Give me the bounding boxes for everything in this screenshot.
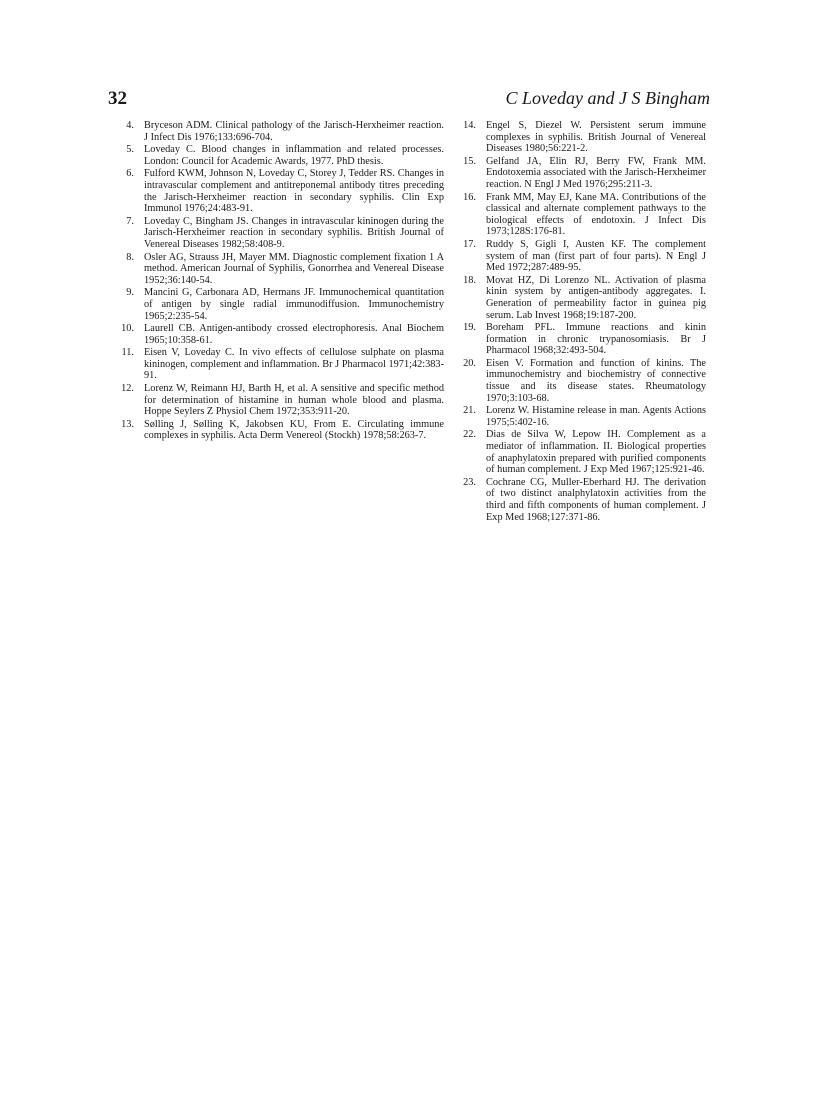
- page-number: 32: [108, 88, 127, 109]
- reference-item: [454, 358, 706, 404]
- reference-number: 15.: [463, 155, 476, 167]
- running-header: [108, 88, 708, 112]
- reference-text: Eisen V. Formation and function of kinins. The immunochemistry and biochemistry of connective tissue and its disease states. Rheumatology 1970;3:103-68.: [486, 357, 706, 404]
- reference-number: 5.: [126, 144, 134, 156]
- reference-text: Dias de Silva W, Lepow IH. Complement as a mediator of inflammation. II. Biological properties of anaphylatoxin prepared with purified components of human complement. J Exp Med 1967;125:921-46.: [486, 429, 706, 476]
- reference-item: [454, 239, 706, 274]
- reference-text: Movat HZ, Di Lorenzo NL. Activation of plasma kinin system by antigen-antibody aggregates. I. Generation of permeability factor in guinea pig serum. Lab Invest 1968;19:187-200.: [486, 274, 706, 321]
- reference-number: 19.: [463, 322, 476, 334]
- reference-text: Sølling J, Sølling K, Jakobsen KU, From E. Circulating immune complexes in syphilis. Acta Derm Venereol (Stockh) 1978;58:263-7.: [144, 418, 444, 442]
- reference-item: [454, 156, 706, 191]
- reference-text: Osler AG, Strauss JH, Mayer MM. Diagnostic complement fixation 1 A method. American Journal of Syphilis, Gonorrhea and Venereal Disease 1952;36:140-54.: [144, 251, 444, 286]
- reference-number: 8.: [126, 251, 134, 263]
- reference-text: Frank MM, May EJ, Kane MA. Contributions of the classical and alternate complement pathways to the biological effects of endotoxin. J Infect Dis 1973;128S:176-81.: [486, 191, 706, 238]
- reference-number: 12.: [121, 383, 134, 395]
- reference-text: Boreham PFL. Immune reactions and kinin formation in chronic trypanosomiasis. Br J Pharmacol 1968;32:493-504.: [486, 322, 706, 357]
- reference-text: Eisen V, Loveday C. In vivo effects of cellulose sulphate on plasma kininogen, complement and inflammation. Br J Pharmacol 1971;42:383-91.: [144, 347, 444, 382]
- references-left-column: [112, 120, 444, 443]
- reference-item: [112, 252, 444, 287]
- reference-text: Bryceson ADM. Clinical pathology of the Jarisch-Herxheimer reaction. J Infect Dis 1976;133:696-704.: [144, 120, 444, 143]
- reference-number: 22.: [463, 429, 476, 441]
- reference-number: 4.: [126, 120, 134, 131]
- reference-item: [454, 477, 706, 523]
- reference-number: 11.: [121, 347, 134, 359]
- reference-item: [112, 323, 444, 346]
- reference-number: 14.: [463, 120, 476, 131]
- reference-item: [454, 429, 706, 475]
- reference-text: Ruddy S, Gigli I, Austen KF. The complement system of man (first part of four parts). N Engl J Med 1972;287:489-95.: [486, 238, 706, 274]
- reference-number: 23.: [463, 476, 476, 488]
- reference-item: [112, 216, 444, 251]
- reference-number: 16.: [463, 191, 476, 203]
- reference-item: [112, 419, 444, 442]
- reference-number: 6.: [126, 168, 134, 180]
- reference-text: Cochrane CG, Muller-Eberhard HJ. The derivation of two distinct analphylatoxin activities from the third and fifth components of human complement. J Exp Med 1968;127:371-86.: [486, 476, 706, 523]
- reference-text: Laurell CB. Antigen-antibody crossed electrophoresis. Anal Biochem 1965;10:358-61.: [144, 323, 444, 346]
- reference-number: 18.: [463, 274, 476, 286]
- reference-text: Loveday C, Bingham JS. Changes in intravascular kininogen during the Jarisch-Herxheimer reaction in secondary syphilis. British Journal of Venereal Diseases 1982;58:408-9.: [144, 215, 444, 250]
- reference-number: 20.: [463, 357, 476, 369]
- reference-item: [454, 192, 706, 238]
- reference-item: [112, 144, 444, 167]
- reference-item: [112, 120, 444, 143]
- reference-text: Lorenz W, Reimann HJ, Barth H, et al. A sensitive and specific method for determination of histamine in human whole blood and plasma. Hoppe Seylers Z Physiol Chem 1972;353:911-20.: [144, 383, 444, 418]
- reference-item: [454, 322, 706, 357]
- reference-number: 7.: [126, 215, 134, 227]
- reference-number: 9.: [126, 287, 134, 299]
- running-authors: C Loveday and J S Bingham: [505, 88, 710, 108]
- reference-text: Mancini G, Carbonara AD, Hermans JF. Immunochemical quantitation of antigen by single radial immunodiffusion. Immunochemistry 1965;2:235-54.: [144, 287, 444, 322]
- reference-number: 17.: [463, 238, 476, 250]
- reference-number: 13.: [121, 418, 134, 430]
- reference-item: [454, 405, 706, 428]
- reference-item: [112, 287, 444, 322]
- reference-number: 10.: [121, 323, 134, 335]
- reference-text: Engel S, Diezel W. Persistent serum immune complexes in syphilis. British Journal of Venereal Diseases 1980;56:221-2.: [486, 120, 706, 155]
- reference-text: Loveday C. Blood changes in inflammation and related processes. London: Council for Academic Awards, 1977. PhD thesis.: [144, 144, 444, 167]
- reference-number: 21.: [463, 405, 476, 417]
- reference-text: Lorenz W. Histamine release in man. Agents Actions 1975;5:402-16.: [486, 405, 706, 428]
- reference-text: Fulford KWM, Johnson N, Loveday C, Storey J, Tedder RS. Changes in intravascular complement and antitreponemal antibody titres preceding the Jarisch-Herxheimer reaction in secondary syphilis. Clin Exp Immunol 1976;24:483-91.: [144, 168, 444, 215]
- reference-item: [454, 120, 706, 155]
- references-right-column: [454, 120, 706, 524]
- reference-text: Gelfand JA, Elin RJ, Berry FW, Frank MM. Endotoxemia associated with the Jarisch-Herxheimer reaction. N Engl J Med 1976;295:211-3.: [486, 155, 706, 190]
- reference-item: [112, 383, 444, 418]
- reference-item: [112, 347, 444, 382]
- reference-item: [112, 168, 444, 214]
- reference-item: [454, 275, 706, 321]
